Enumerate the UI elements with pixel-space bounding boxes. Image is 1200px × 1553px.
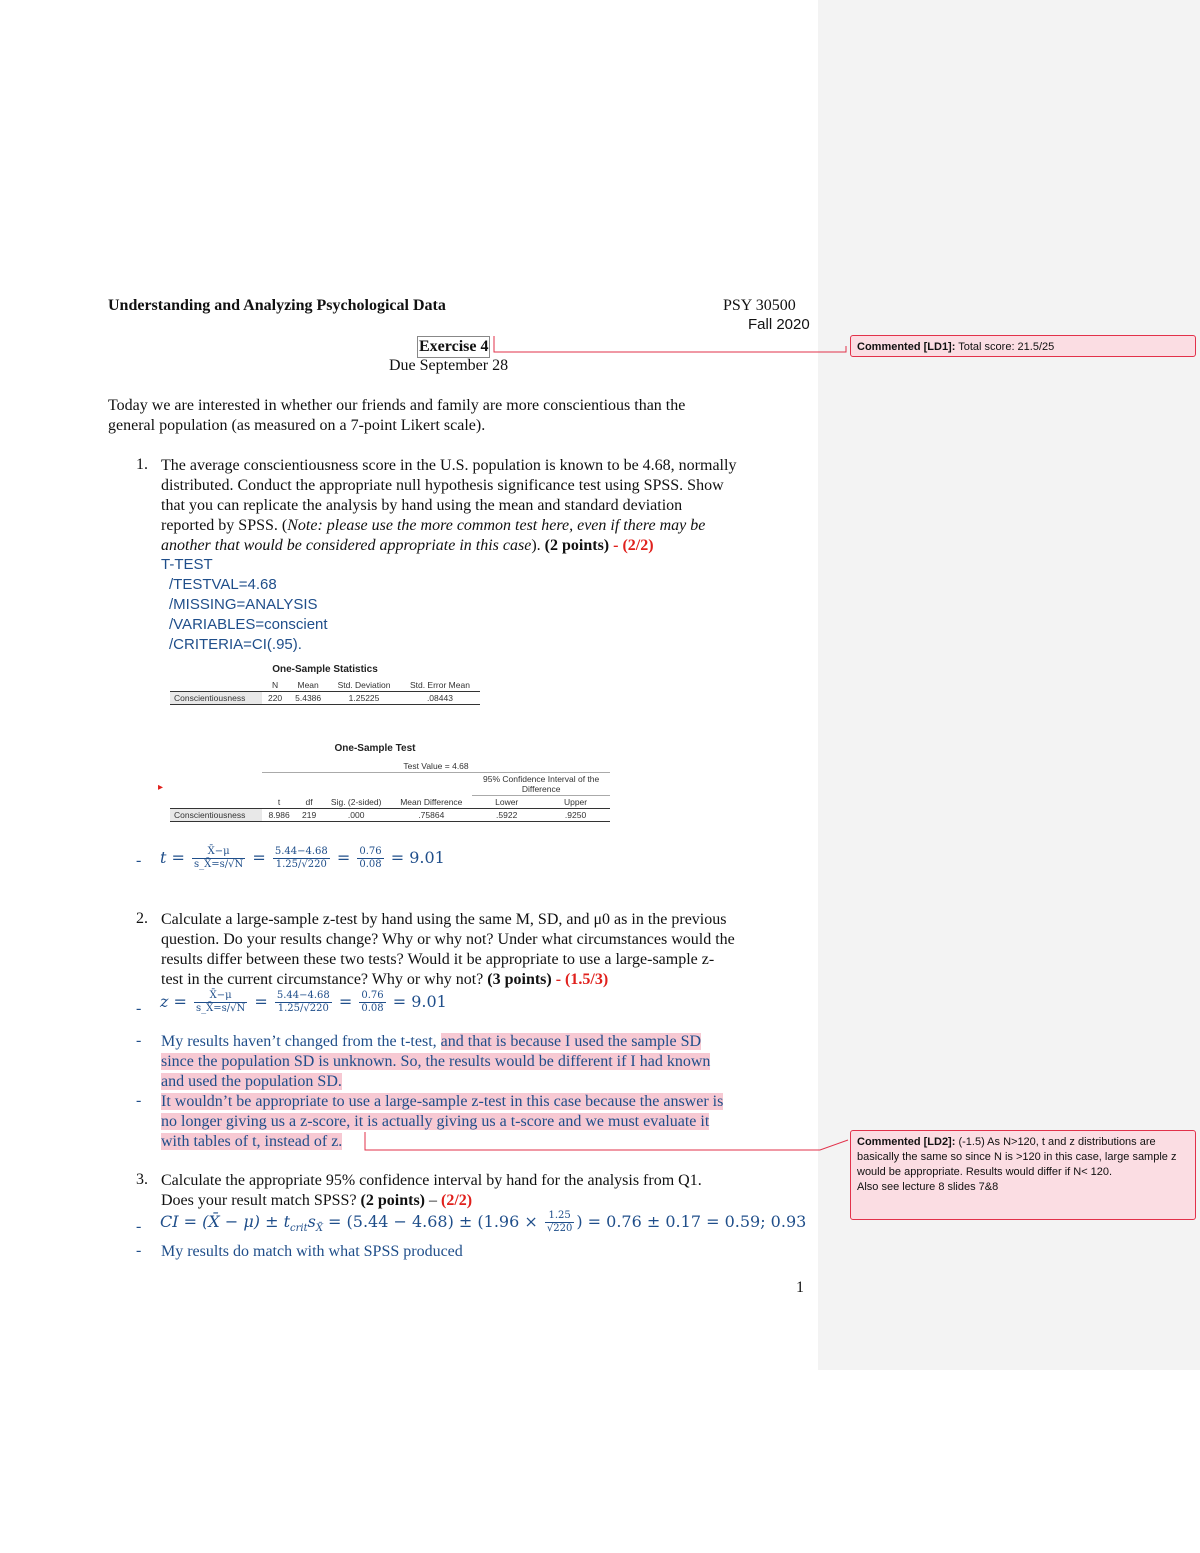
q1-number: 1. bbox=[136, 456, 148, 473]
answer-line: and used the population SD. bbox=[161, 1073, 342, 1090]
comment-text: Total score: 21.5/25 bbox=[955, 341, 1055, 353]
table-cell: 220 bbox=[267, 693, 283, 703]
bullet-dash: - bbox=[136, 1242, 142, 1259]
syntax-line: /VARIABLES=conscient bbox=[169, 616, 328, 633]
q1-line: another that would be considered appropriate in this case). (2 points) - (2/2) bbox=[161, 537, 654, 554]
answer-line: with tables of t, instead of z. bbox=[161, 1133, 343, 1150]
table-title: One-Sample Statistics bbox=[272, 664, 378, 675]
table-cell: .08443 bbox=[426, 693, 453, 703]
exercise-title: Exercise 4 bbox=[417, 336, 490, 358]
column-header: t bbox=[277, 796, 281, 807]
bullet-dash: - bbox=[136, 852, 142, 869]
table-cell: 5.4386 bbox=[295, 693, 322, 703]
answer-line: since the population SD is unknown. So, the results would be different if I had known bbox=[161, 1053, 711, 1070]
answer-line: It wouldn’t be appropriate to use a large-sample z-test in this case because the answer is bbox=[161, 1093, 724, 1110]
table-title: One-Sample Test bbox=[334, 743, 416, 754]
bullet-dash: - bbox=[136, 1032, 142, 1049]
q3-line: Calculate the appropriate 95% confidence interval by hand for the analysis from Q1. bbox=[161, 1172, 702, 1189]
course-title: Understanding and Analyzing Psychological Data bbox=[108, 297, 446, 314]
q1-line: that you can replicate the analysis by hand using the mean and standard deviation bbox=[161, 497, 683, 514]
answer-line: no longer giving us a z-score, it is actually giving us a t-score and we must evaluate it bbox=[161, 1113, 710, 1130]
table-cell: .9250 bbox=[564, 810, 587, 820]
syntax-line: T-TEST bbox=[161, 556, 213, 573]
course-code: PSY 30500 bbox=[723, 297, 796, 314]
ci-equation: CI = (X̄ − $\mu) \pm t_{crit}s_{X̄} = (5.44 - 4.68) \pm (1.96$ × $\frac{1.25}{√220}$ ) = 0.76 ± 0.17 = 0.59; 0.93 bbox=[160, 1210, 807, 1235]
column-header: Mean bbox=[297, 680, 319, 690]
table-cell: .75864 bbox=[418, 810, 445, 820]
q2-line: Calculate a large-sample z-test by hand using the same M, SD, and μ0 as in the previous bbox=[161, 911, 727, 928]
comment-label: Commented [LD1]: bbox=[857, 341, 956, 353]
bullet-dash: - bbox=[136, 1092, 142, 1109]
column-header: Sig. (2-sided) bbox=[330, 796, 382, 807]
revision-marker-icon: ▸ bbox=[158, 782, 164, 793]
comment-label: Commented [LD2]: bbox=[857, 1136, 956, 1148]
ci-header: 95% Confidence Interval of the Difference bbox=[472, 773, 610, 796]
row-label: Conscientiousness bbox=[170, 809, 262, 822]
q2-number: 2. bbox=[136, 910, 148, 927]
q2-line: results differ between these two tests? Would it be appropriate to use a large-sample z- bbox=[161, 951, 715, 968]
test-value-header: Test Value = 4.68 bbox=[262, 760, 610, 773]
answer-line: My results haven’t changed from the t-test, and that is because I used the sample SD bbox=[161, 1033, 702, 1050]
column-header: Lower bbox=[495, 797, 519, 807]
z-equation: z = $\frac{X̄-\mu}{s\_X̄=s/√N}$ = $\frac{5.44-4.68}{1.25/√220}$ = $\frac{0.76}{0.08}$ = 9.01 bbox=[160, 990, 447, 1014]
column-header: df bbox=[305, 796, 313, 807]
column-header: Upper bbox=[563, 797, 588, 807]
comment-text: Also see lecture 8 slides 7&8 bbox=[857, 1181, 999, 1193]
column-header: N bbox=[271, 680, 279, 690]
page-number: 1 bbox=[796, 1279, 804, 1296]
bullet-dash: - bbox=[136, 1218, 142, 1235]
syntax-line: /TESTVAL=4.68 bbox=[169, 576, 277, 593]
column-header: Mean Difference bbox=[400, 796, 463, 807]
comment-ld1[interactable] bbox=[850, 335, 1196, 357]
comment-text: (-1.5) As N>120, t and z distributions are basically the same so since N is >120 in this case, large sample z would be appropriate. Results would differ if N< 120. bbox=[857, 1136, 1177, 1178]
table-cell: .5922 bbox=[496, 810, 518, 820]
syntax-line: /CRITERIA=CI(.95). bbox=[169, 636, 302, 653]
term: Fall 2020 bbox=[748, 316, 810, 333]
q3-line: Does your result match SPSS? (2 points) – (2/2) bbox=[161, 1192, 473, 1209]
table-cell: 1.25225 bbox=[348, 693, 380, 703]
q1-line: reported by SPSS. (Note: please use the more common test here, even if there may be bbox=[161, 517, 706, 534]
column-header: Std. Error Mean bbox=[409, 680, 470, 690]
comment-ld2[interactable] bbox=[850, 1130, 1196, 1220]
table-cell: .000 bbox=[347, 810, 365, 820]
table-cell: 219 bbox=[302, 810, 317, 820]
column-header: Std. Deviation bbox=[337, 680, 391, 690]
table-cell: 8.986 bbox=[268, 810, 290, 820]
q3-answer: My results do match with what SPSS produced bbox=[161, 1243, 463, 1260]
row-label: Conscientiousness bbox=[170, 692, 262, 705]
syntax-line: /MISSING=ANALYSIS bbox=[169, 596, 318, 613]
intro-line: general population (as measured on a 7-point Likert scale). bbox=[108, 417, 486, 434]
q3-number: 3. bbox=[136, 1171, 148, 1188]
t-equation: t = $\frac{X̄-\mu}{s\_X̄=s/√N}$ = $\frac{5.44-4.68}{1.25/√220}$ = $\frac{0.76}{0.08}$ = 9.01 bbox=[160, 846, 445, 870]
q2-line: test in the current circumstance? Why or why not? (3 points) - (1.5/3) bbox=[161, 971, 609, 988]
q2-line: question. Do your results change? Why or why not? Under what circumstances would the bbox=[161, 931, 735, 948]
bullet-dash: - bbox=[136, 1000, 142, 1017]
q1-line: distributed. Conduct the appropriate null hypothesis significance test using SPSS. Show bbox=[161, 477, 724, 494]
due-date: Due September 28 bbox=[389, 357, 509, 374]
intro-line: Today we are interested in whether our friends and family are more conscientious than the bbox=[108, 397, 686, 414]
q1-line: The average conscientiousness score in the U.S. population is known to be 4.68, normally bbox=[161, 457, 737, 474]
